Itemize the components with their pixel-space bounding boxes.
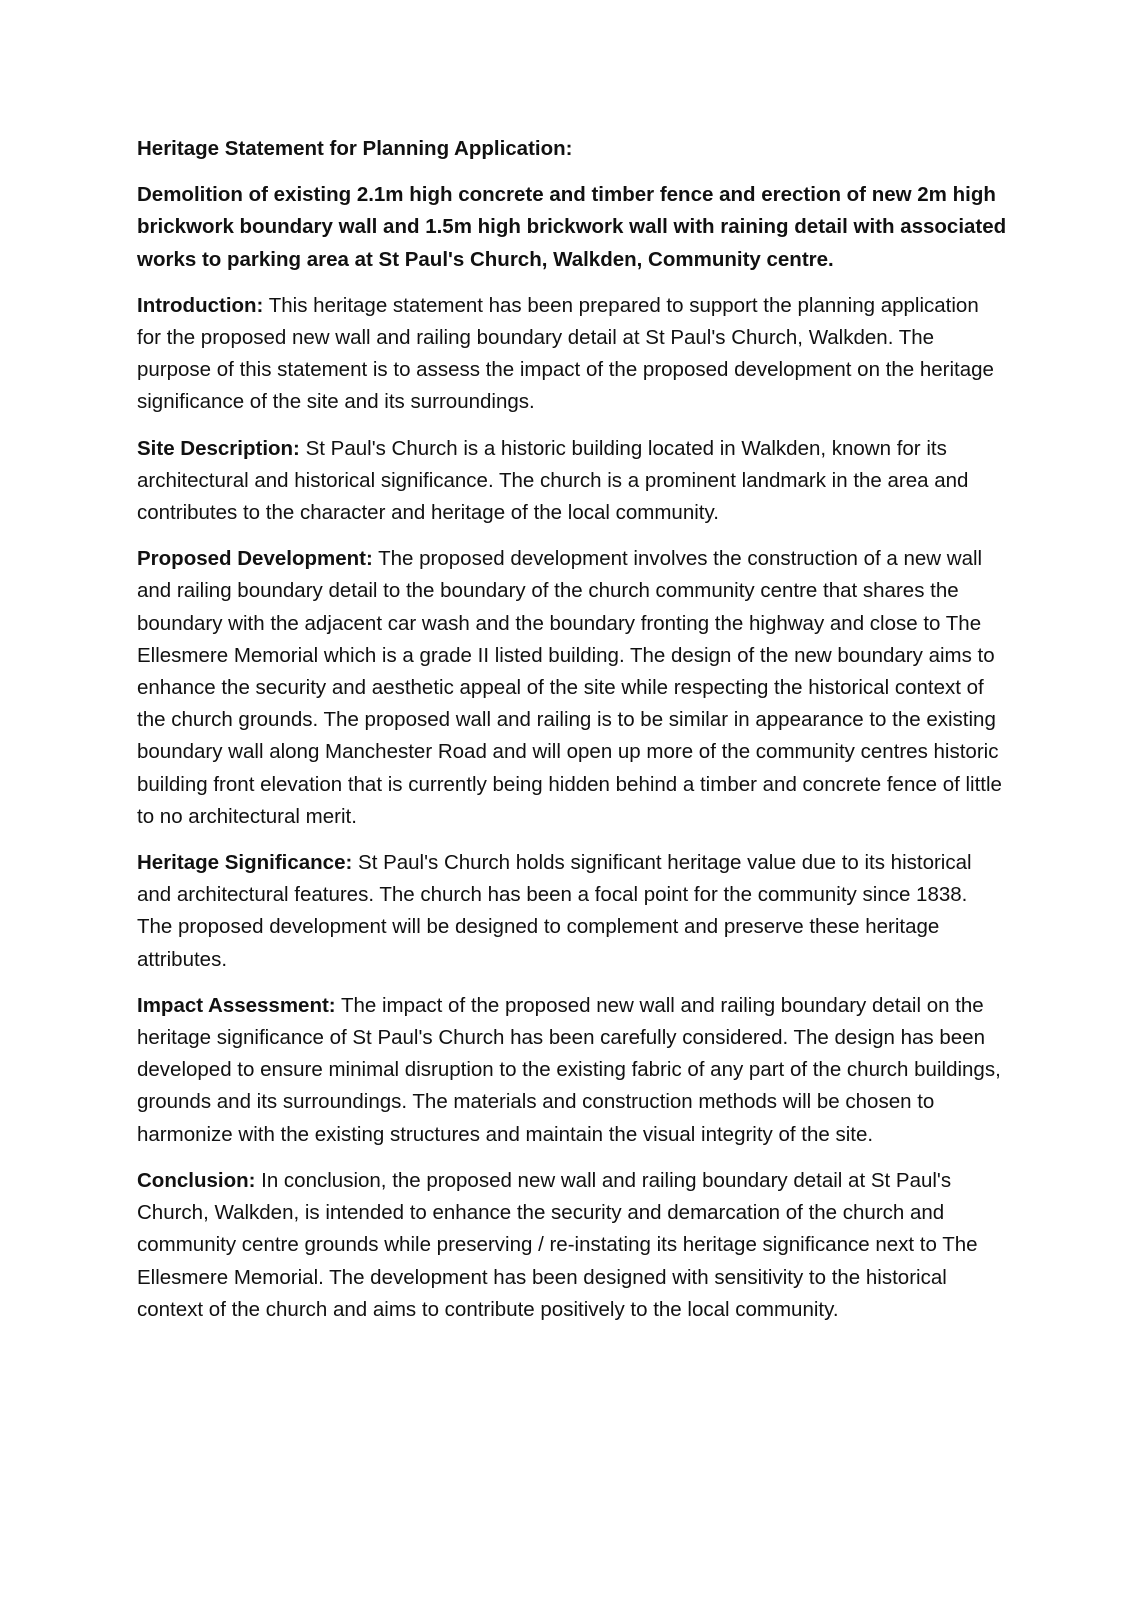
section-heading: Site Description: — [137, 436, 300, 460]
section-proposed-development — [137, 543, 1007, 833]
section-body: St Paul's Church is a historic building located in Walkden, known for its architectural and historical significance. The church is a prominent landmark in the area and contributes to the character and heritage of the local community. — [137, 436, 969, 525]
section-heading: Impact Assessment: — [137, 993, 336, 1017]
section-heading: Proposed Development: — [137, 547, 373, 571]
section-site-description — [137, 433, 1007, 530]
section-heading: Conclusion: — [137, 1168, 256, 1192]
section-conclusion — [137, 1165, 1007, 1326]
section-introduction — [137, 290, 1007, 419]
document-subtitle: Demolition of existing 2.1m high concrete and timber fence and erection of new 2m high brickwork boundary wall and 1.5m high brickwork wall with raining detail with associated works to parking area at St Paul's Church, Walkden, Community centre. — [137, 183, 1007, 271]
section-body: This heritage statement has been prepared to support the planning application for the proposed new wall and railing boundary detail at St Paul's Church, Walkden. The purpose of this statement is to assess the impact of the proposed development on the heritage significance of the site and its surroundings. — [137, 293, 994, 414]
section-body: The proposed development involves the construction of a new wall and railing boundary detail to the boundary of the church community centre that shares the boundary with the adjacent car wash and the boundary fronting the highway and close to The Ellesmere Memorial which is a grade II listed building. The design of the new boundary aims to enhance the security and aesthetic appeal of the site while respecting the historical context of the church grounds. The proposed wall and railing is to be similar in appearance to the existing boundary wall along Manchester Road and will open up more of the community centres historic building front elevation that is currently being hidden behind a timber and concrete fence of little to no architectural merit. — [137, 547, 1002, 828]
section-heading: Introduction: — [137, 293, 264, 317]
section-body: St Paul's Church holds significant heritage value due to its historical and architectural features. The church has been a focal point for the community since 1838. The proposed development will be designed to complement and preserve these heritage attributes. — [137, 851, 972, 971]
section-body: In conclusion, the proposed new wall and railing boundary detail at St Paul's Church, Walkden, is intended to enhance the security and demarcation of the church and community centre grounds while preserving / re-instating its heritage significance next to The Ellesmere Memorial. The development has been designed with sensitivity to the historical context of the church and aims to contribute positively to the local community. — [137, 1168, 978, 1321]
section-heading: Heritage Significance: — [137, 851, 353, 875]
section-body: The impact of the proposed new wall and railing boundary detail on the heritage significance of St Paul's Church has been carefully considered. The design has been developed to ensure minimal disruption to the existing fabric of any part of the church buildings, grounds and its surroundings. The materials and construction methods will be chosen to harmonize with the existing structures and maintain the visual integrity of the site. — [137, 993, 1001, 1146]
section-impact-assessment — [137, 990, 1007, 1151]
section-heritage-significance — [137, 847, 1007, 976]
document-title: Heritage Statement for Planning Application: — [137, 137, 573, 160]
document-page — [137, 133, 1007, 1340]
